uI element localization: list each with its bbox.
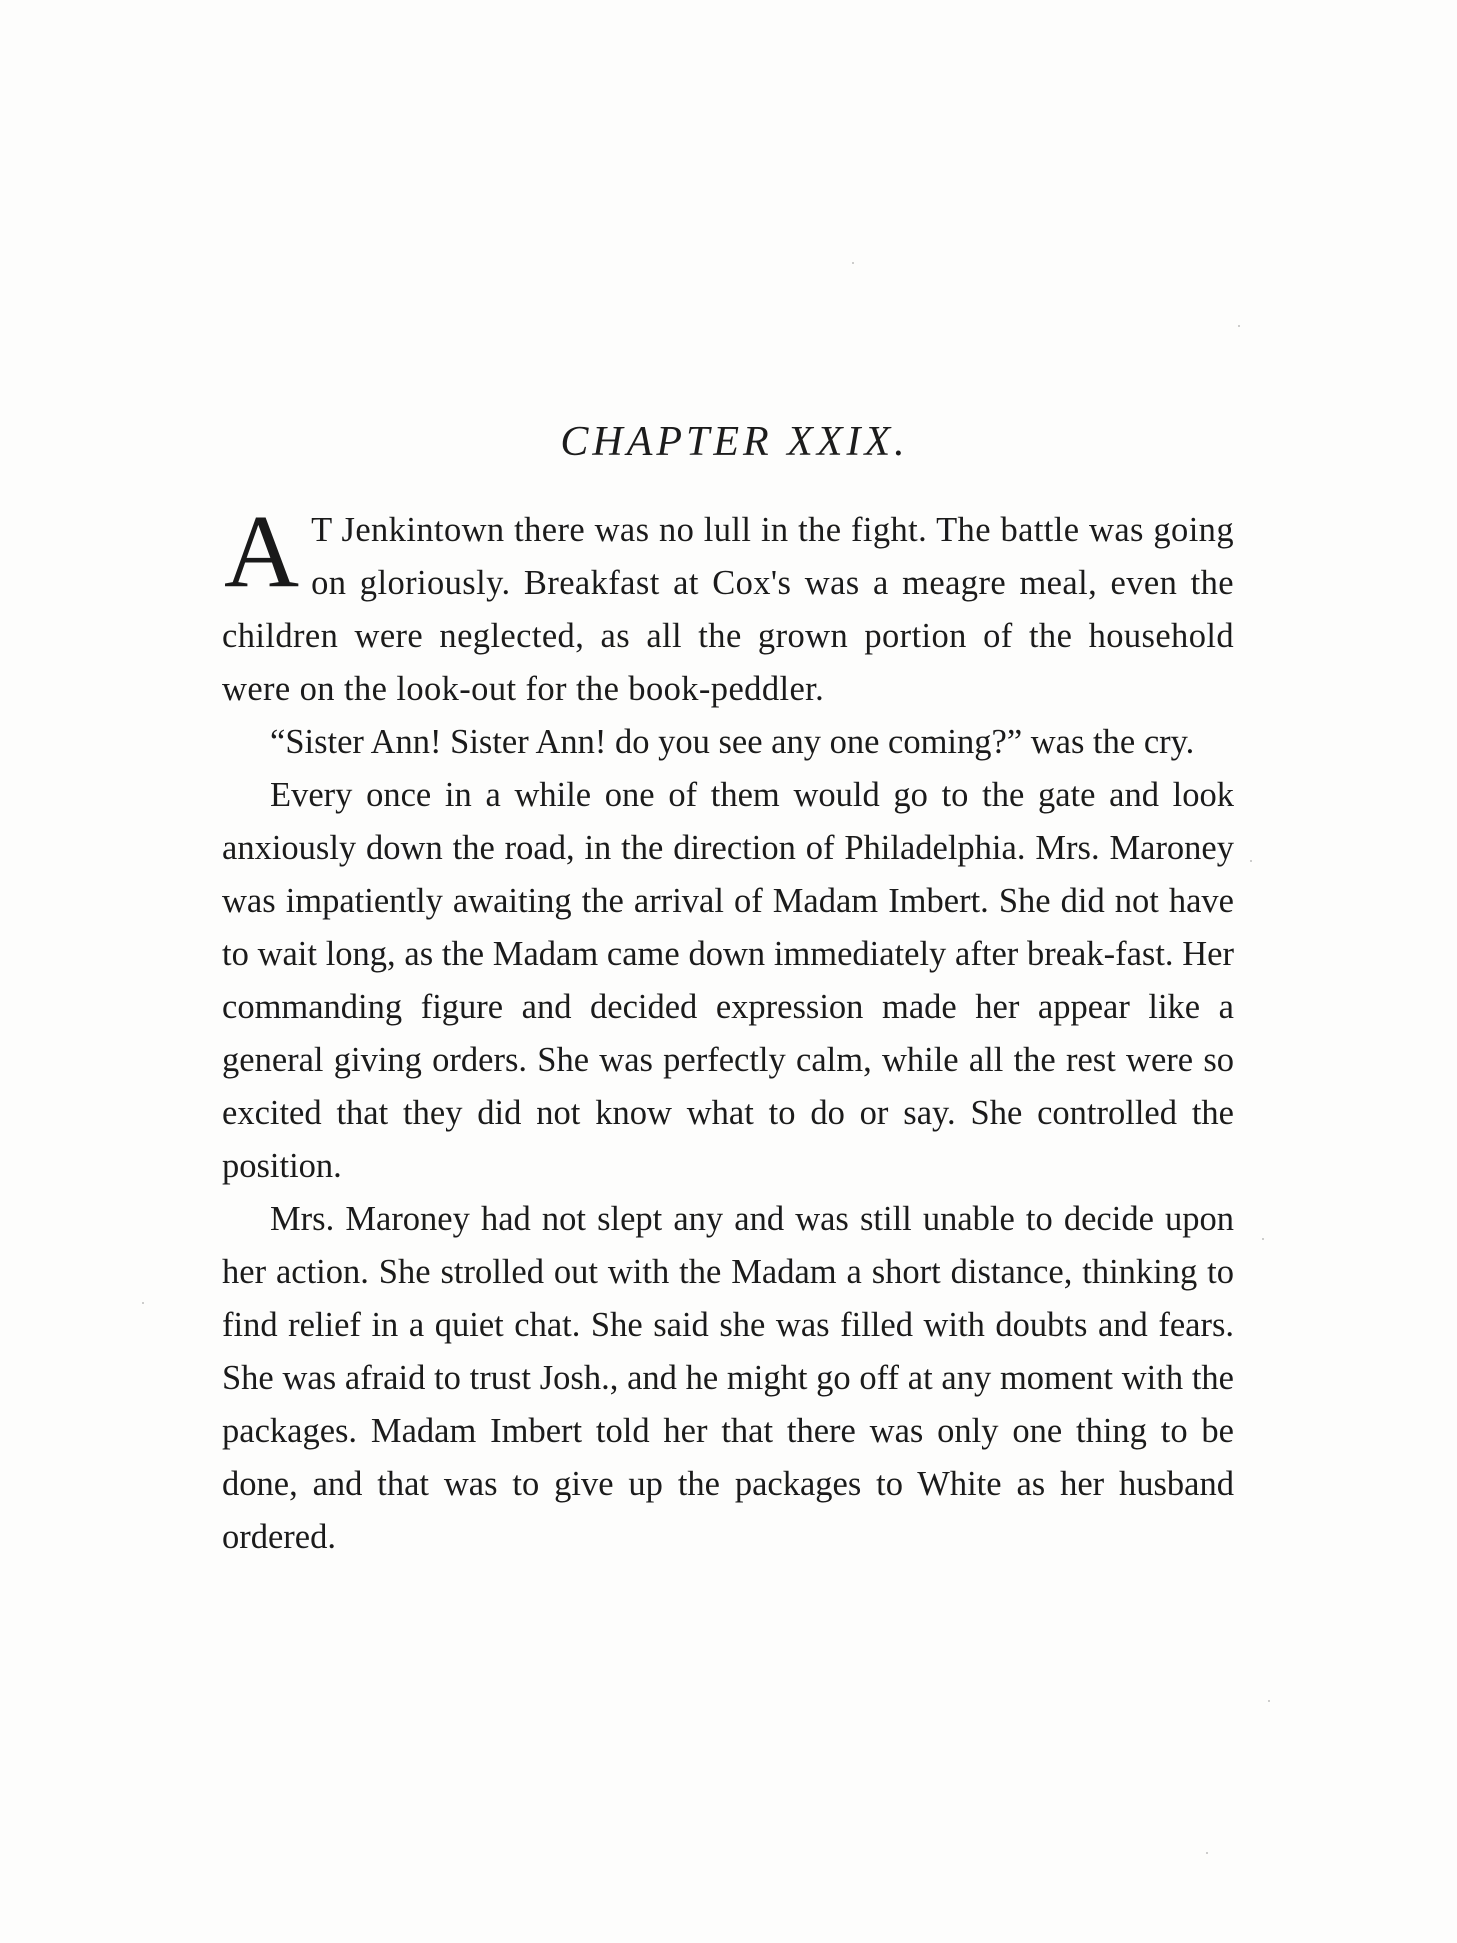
paragraph-text: “Sister Ann! Sister Ann! do you see any one coming?” was the cry. [270,723,1195,761]
paragraph-1 [222,494,1234,716]
paragraph-text: T Jenkintown there was no lull in the fight. The battle was going on gloriously. Breakfast at Cox's was a meagre meal, even the children were neglected, as all the grown portion of the household were on the look-out for the book-peddler. [222,511,1234,708]
scan-speck [142,1302,144,1304]
scan-speck [1206,1852,1208,1854]
paragraph-text: Every once in a while one of them would go to the gate and look anxiously down the road, in the direction of Philadelphia. Mrs. Maroney was impatiently awaiting the arrival of Madam Imbert. She did not have to wait long, as the Madam came down immediately after break-fast. Her commanding figure and decided expression made her appear like a general giving orders. She was perfectly calm, while all the rest were so excited that they did not know what to do or say. She controlled the position. [222,776,1234,1185]
scan-speck [1250,860,1252,862]
chapter-body [222,494,1234,1564]
scan-speck [852,262,854,264]
scan-speck [1238,325,1240,327]
chapter-title: CHAPTER XXIX. [560,419,909,465]
paragraph-3 [222,769,1234,1193]
drop-cap-initial: A [224,494,300,609]
paragraph-text: Mrs. Maroney had not slept any and was still unable to decide upon her action. She strolled out with the Madam a short distance, thinking to find relief in a quiet chat. She said she was filled with doubts and fears. She was afraid to trust Josh., and he might go off at any moment with the packages. Madam Imbert told her that there was only one thing to be done, and that was to give up the packages to White as her husband ordered. [222,1200,1234,1556]
paragraph-4 [222,1193,1234,1564]
chapter-heading [0,418,1457,466]
paragraph-2 [222,716,1234,769]
scan-speck [1268,1700,1270,1702]
scan-speck [1262,1238,1264,1240]
